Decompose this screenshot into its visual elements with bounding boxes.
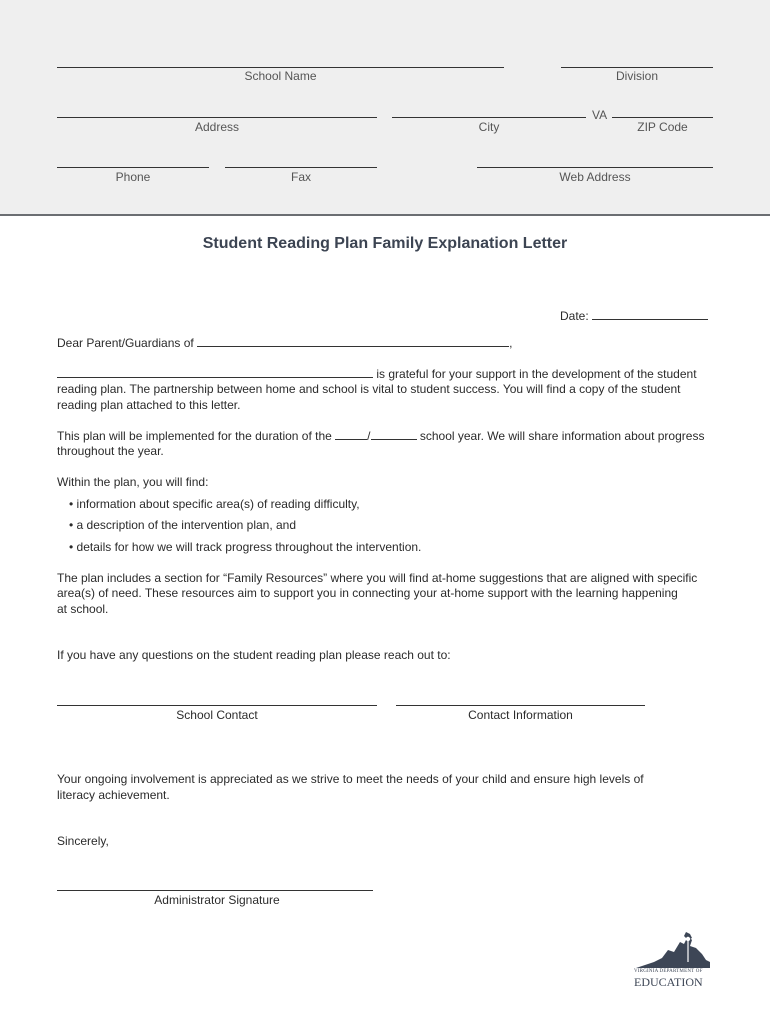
zip-line[interactable]: [612, 117, 713, 118]
logo-title: EDUCATION: [634, 975, 703, 989]
school-name-label: School Name: [244, 69, 317, 83]
bullet-text: information about specific area(s) of reading difficulty,: [76, 497, 360, 511]
date-label: Date:: [560, 309, 589, 323]
date-row: [560, 309, 708, 325]
salutation-text: Dear Parent/Guardians of: [57, 336, 194, 350]
para2-line1-end: school year. We will share information about progress: [419, 429, 705, 443]
contact-info-label: Contact Information: [468, 708, 573, 722]
fax-line[interactable]: [225, 167, 377, 168]
date-field[interactable]: [592, 309, 708, 320]
admin-signature-label: Administrator Signature: [154, 893, 280, 907]
salutation-row: [57, 336, 512, 352]
page-title: Student Reading Plan Family Explanation Letter: [202, 235, 568, 252]
para1-line2: reading plan. The partnership between home and school is vital to student success. You will find a copy of the student: [57, 382, 681, 396]
bullet-dot: •: [69, 540, 74, 554]
year-separator: /: [367, 429, 371, 443]
bullet-item-1: [69, 497, 360, 511]
vdoe-logo: [632, 932, 714, 988]
year-start-field[interactable]: [335, 429, 367, 440]
student-name-field[interactable]: [197, 336, 509, 347]
school-name-field[interactable]: [57, 367, 373, 378]
admin-signature-line[interactable]: [57, 890, 373, 891]
school-name-line[interactable]: [57, 67, 504, 68]
address-line[interactable]: [57, 117, 377, 118]
bullet-dot: •: [69, 518, 74, 532]
state-value: VA: [592, 108, 608, 122]
para1-line1: [57, 367, 697, 383]
school-contact-line[interactable]: [57, 705, 377, 706]
para2-line1-start: This plan will be implemented for the duration of the: [57, 429, 332, 443]
bullet-text: details for how we will track progress throughout the intervention.: [76, 540, 422, 554]
year-end-field[interactable]: [371, 429, 417, 440]
salutation-comma: ,: [509, 336, 513, 350]
phone-label: Phone: [115, 170, 151, 184]
para3-line1: The plan includes a section for “Family Resources” where you will find at-home suggestions that are aligned with specific: [57, 571, 698, 585]
para3-line3: at school.: [57, 602, 109, 616]
questions-text: If you have any questions on the student reading plan please reach out to:: [57, 648, 451, 662]
bullet-item-3: [69, 540, 421, 554]
division-line[interactable]: [561, 67, 713, 68]
school-contact-label: School Contact: [176, 708, 258, 722]
phone-line[interactable]: [57, 167, 209, 168]
closing-text: Sincerely,: [57, 834, 109, 848]
division-label: Division: [615, 69, 658, 83]
bullet-item-2: [69, 518, 296, 532]
contact-info-line[interactable]: [396, 705, 645, 706]
para4-line1: Your ongoing involvement is appreciated as we strive to meet the needs of your child and ensure high levels of: [57, 772, 644, 786]
web-address-label: Web Address: [559, 170, 631, 184]
bullet-text: a description of the intervention plan, and: [76, 518, 297, 532]
school-info-header: [0, 0, 770, 216]
address-label: Address: [194, 120, 240, 134]
web-address-line[interactable]: [477, 167, 713, 168]
logo-subtitle: VIRGINIA DEPARTMENT OF: [634, 969, 703, 974]
city-label: City: [478, 120, 500, 134]
para3-line2: area(s) of need. These resources aim to support you in connecting your at-home support with the learning happening: [57, 586, 678, 600]
para1-line1-text: is grateful for your support in the development of the student: [376, 367, 697, 381]
para1-line3: reading plan attached to this letter.: [57, 398, 241, 412]
fax-label: Fax: [290, 170, 311, 184]
bullet-dot: •: [69, 497, 74, 511]
para2-line2: throughout the year.: [57, 444, 164, 458]
within-heading: Within the plan, you will find:: [57, 475, 209, 489]
para4-line2: literacy achievement.: [57, 788, 170, 802]
para2-line1: [57, 429, 704, 445]
city-line[interactable]: [392, 117, 586, 118]
zip-label: ZIP Code: [637, 120, 688, 134]
